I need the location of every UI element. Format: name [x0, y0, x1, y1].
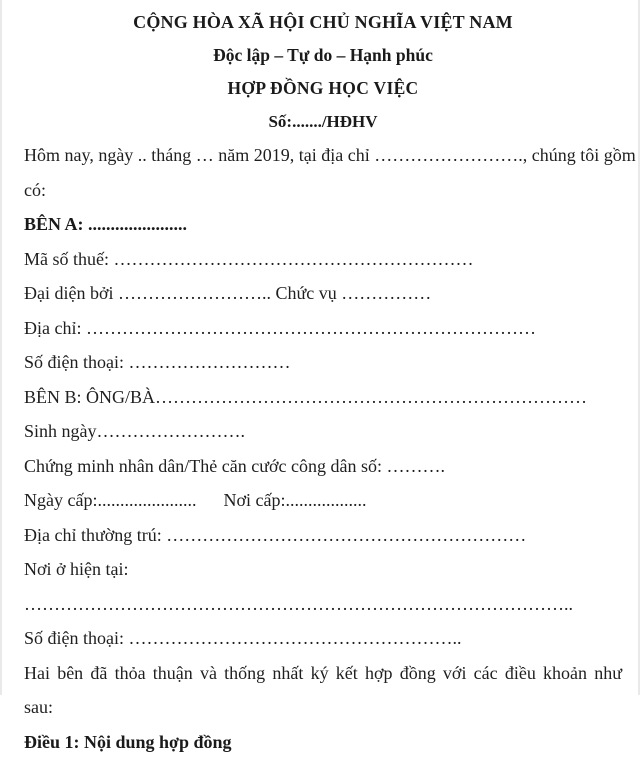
representative-line: Đại diện bởi …………………….. Chức vụ …………… [24, 276, 622, 311]
birth-date-line: Sinh ngày……………………. [24, 414, 622, 449]
agreement-line-1: Hai bên đã thỏa thuận và thống nhất ký kết hợp đồng với các điều khoản như [24, 656, 622, 691]
phone-a-line: Số điện thoại: ……………………… [24, 345, 622, 380]
national-title: CỘNG HÒA XÃ HỘI CHỦ NGHĨA VIỆT NAM [24, 6, 622, 39]
phone-b-line: Số điện thoại: ……………………………………………….. [24, 621, 622, 656]
intro-line-1: Hôm nay, ngày .. tháng … năm 2019, tại địa chỉ ……………………., chúng tôi gồm [24, 138, 622, 173]
party-a-heading: BÊN A: ...................... [24, 207, 622, 242]
contract-title: HỢP ĐỒNG HỌC VIỆC [24, 72, 622, 105]
party-b-heading: BÊN B: ÔNG/BÀ……………………………………………………………… [24, 380, 622, 415]
address-line: Địa chỉ: ………………………………………………………………… [24, 311, 622, 346]
next-section-clipped-line: Điều 1: Nội dung hợp đồng [24, 725, 622, 759]
current-address-line: Nơi ở hiện tại: ……………………………………………………………………………….. [24, 552, 622, 621]
tax-code-line: Mã số thuế: …………………………………………………… [24, 242, 622, 277]
id-number-line: Chứng minh nhân dân/Thẻ căn cước công dân số: ………. [24, 449, 622, 484]
intro-line-2: có: [24, 173, 622, 208]
national-motto: Độc lập – Tự do – Hạnh phúc [24, 39, 622, 72]
permanent-address-line: Địa chỉ thường trú: …………………………………………………… [24, 518, 622, 553]
id-issue-line: Ngày cấp:...................... Nơi cấp:.................. [24, 483, 622, 518]
contract-number: Số:......./HĐHV [24, 105, 622, 138]
agreement-line-2: sau: [24, 690, 622, 725]
